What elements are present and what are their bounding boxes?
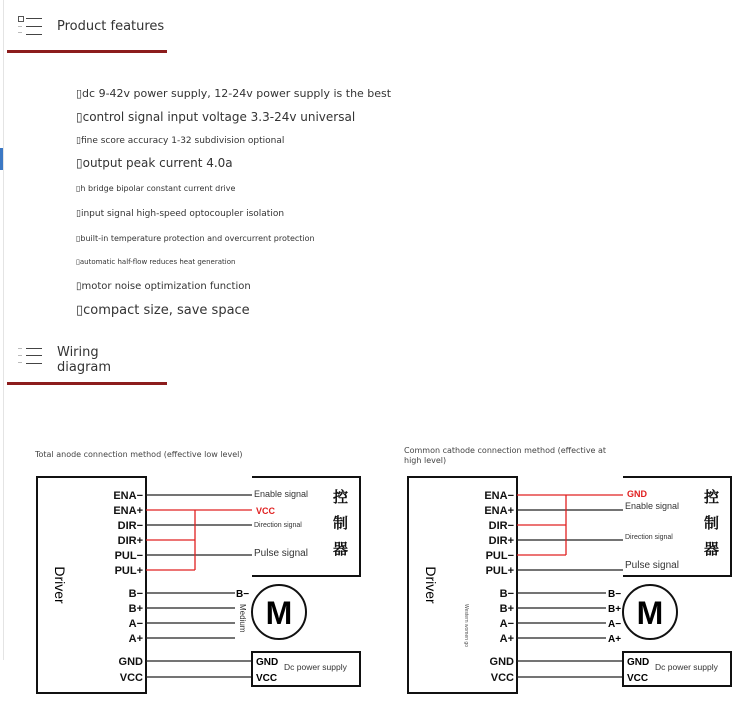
motor-terminal-label: B− xyxy=(236,589,250,600)
feature-item: ▯control signal input voltage 3.3-24v universal xyxy=(76,109,356,124)
terminal-label: ENA+ xyxy=(484,505,514,517)
controller-name: 控制器 xyxy=(703,488,719,558)
terminal-label: ENA− xyxy=(484,490,514,502)
feature-item: ▯dc 9-42v power supply, 12-24v power supply is the best xyxy=(76,87,392,101)
feature-item: ▯h bridge bipolar constant current drive xyxy=(76,184,236,194)
diagram-caption: Common cathode connection method (effective at high level) xyxy=(404,446,607,465)
feature-item: ▯fine score accuracy 1-32 subdivision optional xyxy=(76,135,285,146)
terminal-label: A− xyxy=(128,618,143,630)
driver-label: Driver xyxy=(423,566,439,604)
controller-enable: Enable signal xyxy=(254,489,309,499)
terminal-label: ENA+ xyxy=(113,505,143,517)
controller-pulse: Pulse signal xyxy=(254,548,308,559)
terminal-label: GND xyxy=(489,656,514,668)
terminal-label: A+ xyxy=(128,633,143,645)
controller-common: VCC xyxy=(256,506,276,516)
terminal-label: GND xyxy=(118,656,143,668)
controller-pulse: Pulse signal xyxy=(625,560,679,571)
feature-item: ▯built-in temperature protection and overcurrent protection xyxy=(76,234,315,244)
terminal-label: B− xyxy=(499,588,514,600)
section-title-features: Product features xyxy=(57,19,165,34)
terminal-label: B− xyxy=(128,588,143,600)
terminal-label: DIR+ xyxy=(117,535,143,547)
motor-terminal-label: A+ xyxy=(608,634,622,645)
section-title-line: Wiring xyxy=(57,345,99,360)
motor-letter: M xyxy=(265,595,293,631)
controller-direction: Direction signal xyxy=(625,534,673,541)
driver-label: Driver xyxy=(52,566,68,604)
terminal-label: B+ xyxy=(128,603,143,615)
terminal-label: PUL+ xyxy=(114,565,143,577)
power-label: Dc power supply xyxy=(284,662,347,672)
terminal-label: VCC xyxy=(119,672,143,684)
diagram-caption: Total anode connection method (effective low level) xyxy=(35,450,243,459)
terminal-label: A+ xyxy=(499,633,514,645)
terminal-label: DIR+ xyxy=(488,535,514,547)
terminal-label: PUL− xyxy=(114,550,143,562)
feature-item: ▯input signal high-speed optocoupler isolation xyxy=(76,208,285,219)
feature-item: ▯compact size, save space xyxy=(76,302,250,318)
power-gnd: GND xyxy=(627,657,650,668)
motor-terminal-label: B+ xyxy=(608,604,622,615)
terminal-label: A− xyxy=(499,618,514,630)
feature-item: ▯automatic half-flow reduces heat generation xyxy=(76,258,236,267)
motor-terminal-label: B− xyxy=(608,589,622,600)
power-vcc: VCC xyxy=(627,673,649,684)
motor-side-text: Medium xyxy=(238,604,247,633)
terminal-label: VCC xyxy=(490,672,514,684)
controller-enable: Enable signal xyxy=(625,501,680,511)
terminal-label: ENA− xyxy=(113,490,143,502)
terminal-label: DIR− xyxy=(117,520,143,532)
feature-item: ▯output peak current 4.0a xyxy=(76,155,233,170)
terminal-label: PUL+ xyxy=(485,565,514,577)
power-gnd: GND xyxy=(256,657,279,668)
feature-item: ▯motor noise optimization function xyxy=(76,281,251,292)
power-vcc: VCC xyxy=(256,673,278,684)
motor-terminal-label: A− xyxy=(608,619,622,630)
terminal-label: DIR− xyxy=(488,520,514,532)
motor-side-text: Western women go xyxy=(463,604,469,647)
controller-direction: Direction signal xyxy=(254,522,302,529)
motor-letter: M xyxy=(636,595,664,631)
terminal-label: B+ xyxy=(499,603,514,615)
section-title-line: diagram xyxy=(57,360,112,375)
terminal-label: PUL− xyxy=(485,550,514,562)
controller-name: 控制器 xyxy=(332,488,348,558)
controller-common: GND xyxy=(627,489,647,499)
power-label: Dc power supply xyxy=(655,662,718,672)
